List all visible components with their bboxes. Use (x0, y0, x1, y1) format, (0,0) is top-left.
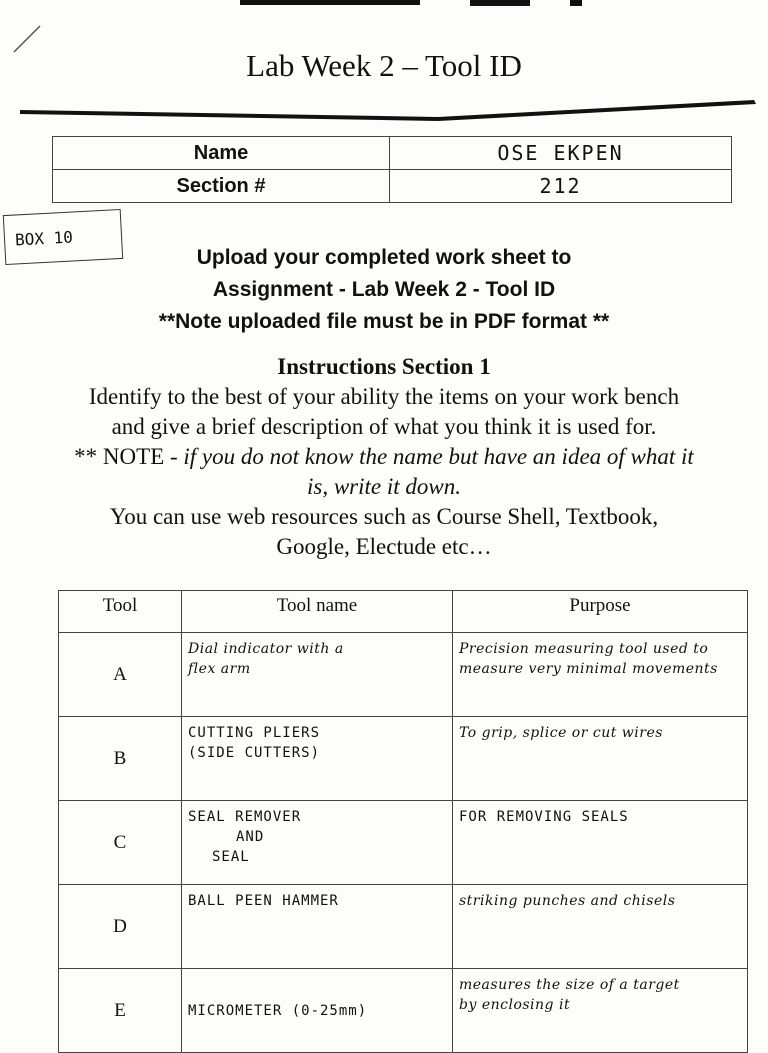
tool-letter: E (59, 969, 182, 1053)
table-row (59, 633, 748, 717)
tool-name-line: flex arm (188, 661, 251, 677)
tool-purpose-cell (453, 885, 748, 969)
upload-line-1: Upload your completed work sheet to (196, 246, 572, 269)
table-row (59, 717, 748, 801)
table-row (59, 801, 748, 885)
tool-purpose-cell (453, 717, 748, 801)
tool-name-line: SEAL REMOVER (188, 809, 302, 825)
tool-letter: A (59, 633, 182, 717)
tool-name-line: MICROMETER (0-25mm) (188, 1002, 368, 1019)
tool-name-cell (182, 801, 453, 885)
tool-id-table (58, 590, 748, 1053)
name-label: Name (53, 137, 390, 170)
tool-name-cell (182, 633, 453, 717)
table-header-row (59, 591, 748, 633)
note-italic-2: is, write it down. (307, 474, 461, 499)
tool-letter: B (59, 717, 182, 801)
header-tool: Tool (59, 591, 182, 633)
tool-name-line: Dial indicator with a (188, 641, 344, 657)
section-row (53, 170, 732, 203)
tool-name-line: CUTTING PLIERS (188, 725, 321, 741)
section-value: 212 (390, 170, 732, 203)
instruction-line-4: Google, Electude etc… (276, 534, 492, 559)
purpose-line: Precision measuring tool used to (459, 641, 709, 657)
instructions-heading: Instructions Section 1 (277, 354, 491, 379)
page-top-edge-mark (0, 0, 768, 8)
purpose-line: by enclosing it (459, 997, 571, 1013)
tool-name-line: SEAL (212, 849, 250, 865)
table-row (59, 969, 748, 1053)
title-divider (18, 100, 758, 124)
tool-purpose-cell (453, 969, 748, 1053)
upload-line-2: Assignment - Lab Week 2 - Tool ID (212, 278, 556, 301)
section-label: Section # (53, 170, 390, 203)
upload-notice (0, 242, 768, 338)
header-purpose: Purpose (453, 591, 748, 633)
instruction-note (30, 442, 738, 472)
upload-line-3: **Note uploaded file must be in PDF format ** (158, 310, 610, 333)
tool-letter: C (59, 801, 182, 885)
instruction-line-3: You can use web resources such as Course Shell, Textbook, (109, 504, 659, 529)
tool-purpose-cell (453, 801, 748, 885)
tool-name-line: (SIDE CUTTERS) (188, 745, 321, 761)
purpose-line: striking punches and chisels (459, 893, 676, 909)
tool-letter: D (59, 885, 182, 969)
tool-name-cell (182, 717, 453, 801)
box-number-tag: BOX 10 (3, 209, 123, 265)
note-prefix: ** NOTE - (74, 444, 184, 469)
name-row (53, 137, 732, 170)
tool-name-cell (182, 885, 453, 969)
purpose-line: measures the size of a target (459, 977, 680, 993)
tool-name-cell (182, 969, 453, 1053)
purpose-line: measure very minimal movements (459, 661, 718, 677)
purpose-line: FOR REMOVING SEALS (459, 809, 629, 825)
page-title: Lab Week 2 – Tool ID (246, 48, 522, 83)
table-row (59, 885, 748, 969)
student-info-table (52, 136, 732, 203)
header-tool-name: Tool name (182, 591, 453, 633)
instruction-line-2: and give a brief description of what you think it is used for. (111, 414, 657, 439)
tool-name-line: BALL PEEN HAMMER (188, 893, 339, 909)
name-value: OSE EKPEN (390, 137, 732, 170)
tool-purpose-cell (453, 633, 748, 717)
purpose-line: To grip, splice or cut wires (459, 725, 663, 741)
note-italic-1: if you do not know the name but have an idea of what it (183, 444, 694, 469)
instructions-body (30, 382, 738, 562)
tool-name-line: AND (236, 829, 265, 845)
instruction-line-1: Identify to the best of your ability the items on your work bench (88, 384, 680, 409)
